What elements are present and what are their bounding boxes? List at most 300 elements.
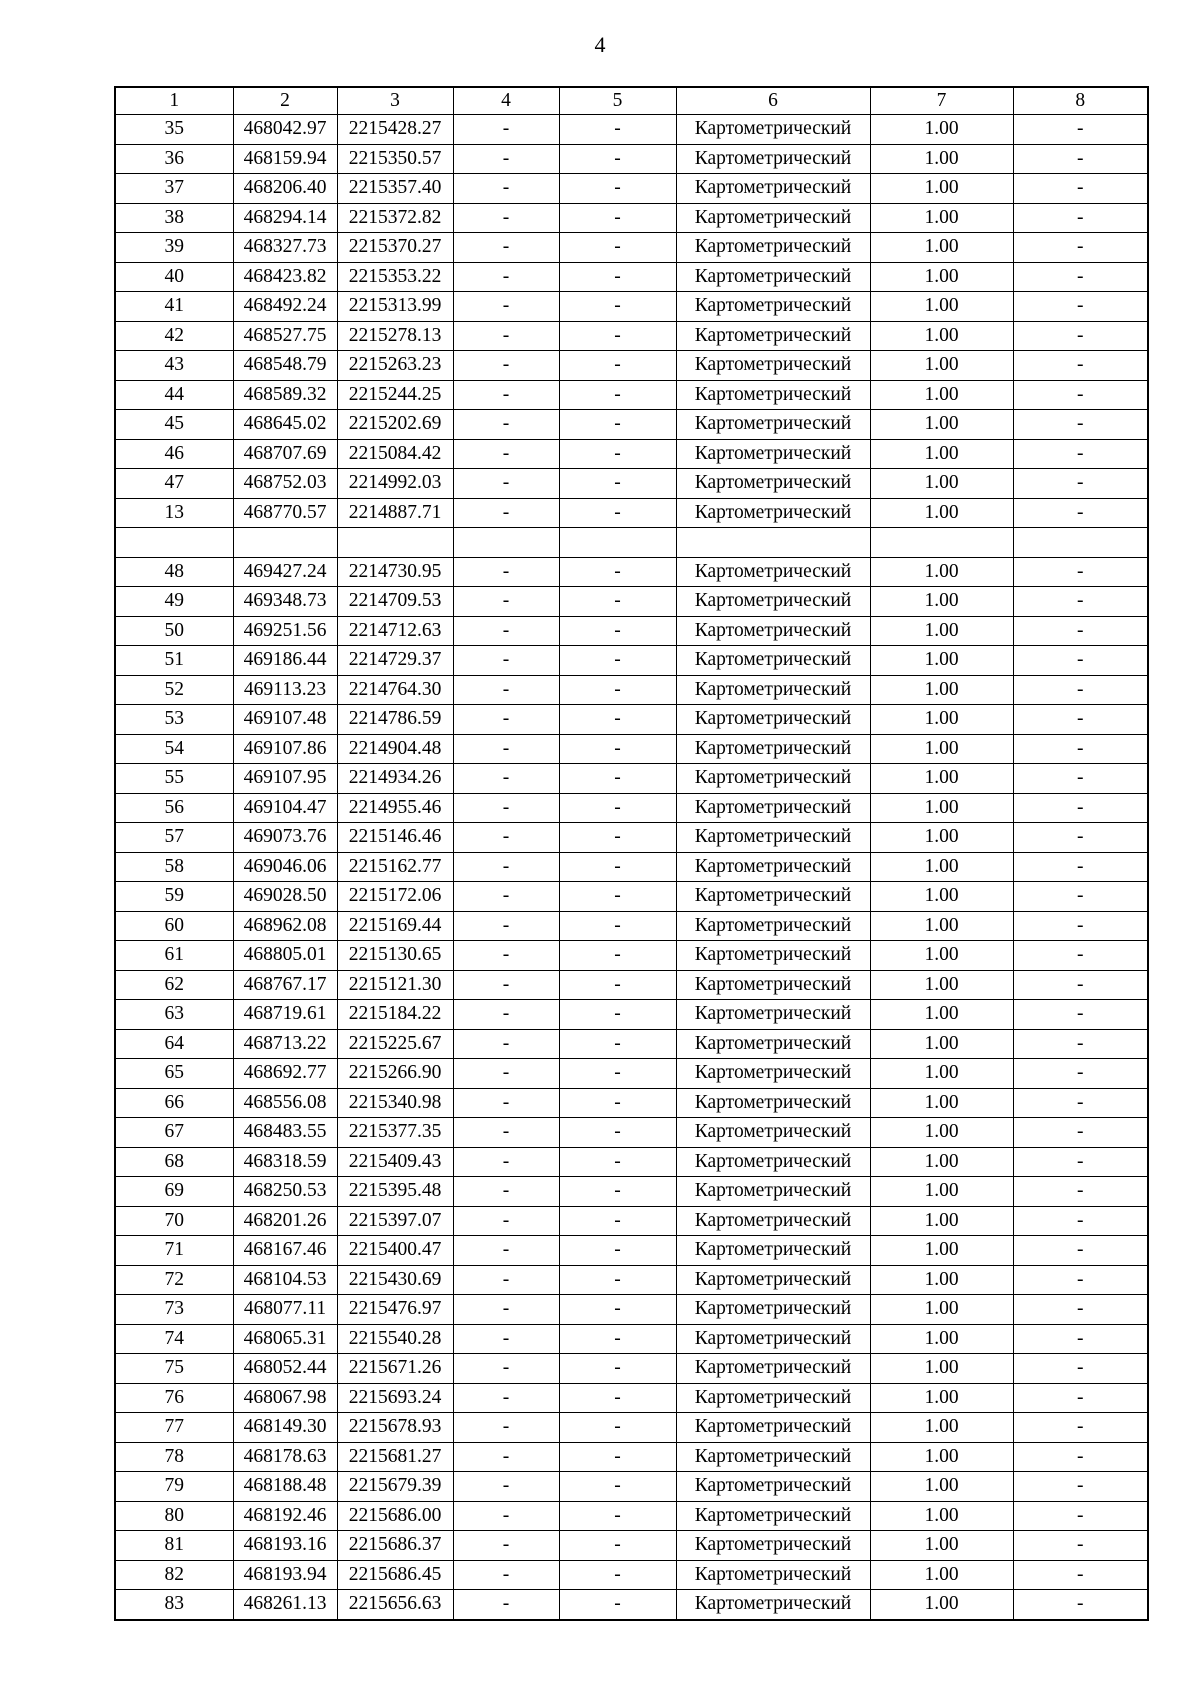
accuracy-cell: 1.00 [870, 1590, 1013, 1620]
y-coordinate-cell: 2215202.69 [337, 410, 453, 440]
column-5-cell: - [559, 469, 676, 499]
column-4-cell: - [453, 1590, 559, 1620]
table-row [115, 941, 1148, 971]
table-row [115, 1265, 1148, 1295]
point-number-cell: 63 [115, 1000, 233, 1030]
table-row [115, 1531, 1148, 1561]
point-number-cell: 68 [115, 1147, 233, 1177]
column-8-cell: - [1013, 410, 1148, 440]
point-number-cell: 45 [115, 410, 233, 440]
x-coordinate-cell: 468188.48 [233, 1472, 337, 1502]
y-coordinate-cell: 2215409.43 [337, 1147, 453, 1177]
x-coordinate-cell: 469186.44 [233, 646, 337, 676]
y-coordinate-cell: 2215353.22 [337, 262, 453, 292]
column-5-cell: - [559, 1501, 676, 1531]
x-coordinate-cell: 468193.16 [233, 1531, 337, 1561]
table-row [115, 852, 1148, 882]
table-row [115, 1000, 1148, 1030]
column-5-cell: - [559, 203, 676, 233]
table-row [115, 646, 1148, 676]
x-coordinate-cell: 469104.47 [233, 793, 337, 823]
accuracy-cell: 1.00 [870, 115, 1013, 145]
accuracy-cell: 1.00 [870, 882, 1013, 912]
column-4-cell: - [453, 646, 559, 676]
column-5-cell: - [559, 1295, 676, 1325]
x-coordinate-cell: 469107.95 [233, 764, 337, 794]
accuracy-cell: 1.00 [870, 1354, 1013, 1384]
method-cell: Картометрический [676, 498, 870, 528]
point-number-cell: 75 [115, 1354, 233, 1384]
point-number-cell: 64 [115, 1029, 233, 1059]
accuracy-cell: 1.00 [870, 174, 1013, 204]
point-number-cell: 71 [115, 1236, 233, 1266]
x-coordinate-cell: 469348.73 [233, 587, 337, 617]
column-4-cell: - [453, 587, 559, 617]
column-5-cell: - [559, 1177, 676, 1207]
y-coordinate-cell: 2215340.98 [337, 1088, 453, 1118]
method-cell: Картометрический [676, 882, 870, 912]
column-5-cell: - [559, 144, 676, 174]
column-8-cell: - [1013, 1206, 1148, 1236]
method-cell: Картометрический [676, 675, 870, 705]
column-4-cell: - [453, 941, 559, 971]
method-cell: Картометрический [676, 587, 870, 617]
column-5-cell: - [559, 734, 676, 764]
y-coordinate-cell: 2215395.48 [337, 1177, 453, 1207]
x-coordinate-cell: 468077.11 [233, 1295, 337, 1325]
column-4-cell: - [453, 1177, 559, 1207]
column-8-cell: - [1013, 498, 1148, 528]
column-4-cell: - [453, 823, 559, 853]
column-8-cell: - [1013, 144, 1148, 174]
x-coordinate-cell: 468527.75 [233, 321, 337, 351]
column-header: 4 [453, 87, 559, 115]
y-coordinate-cell: 2215540.28 [337, 1324, 453, 1354]
table-row [115, 793, 1148, 823]
table-row [115, 174, 1148, 204]
point-number-cell: 72 [115, 1265, 233, 1295]
x-coordinate-cell: 468752.03 [233, 469, 337, 499]
column-5-cell: - [559, 321, 676, 351]
column-4-cell: - [453, 1324, 559, 1354]
method-cell: Картометрический [676, 1295, 870, 1325]
table-row [115, 587, 1148, 617]
point-number-cell: 69 [115, 1177, 233, 1207]
method-cell: Картометрический [676, 852, 870, 882]
method-cell: Картометрический [676, 292, 870, 322]
point-number-cell: 73 [115, 1295, 233, 1325]
accuracy-cell: 1.00 [870, 705, 1013, 735]
column-8-cell: - [1013, 970, 1148, 1000]
table-row [115, 321, 1148, 351]
point-number-cell: 57 [115, 823, 233, 853]
method-cell: Картометрический [676, 1088, 870, 1118]
table-row [115, 970, 1148, 1000]
method-cell: Картометрический [676, 410, 870, 440]
accuracy-cell: 1.00 [870, 1383, 1013, 1413]
x-coordinate-cell: 468770.57 [233, 498, 337, 528]
column-4-cell: - [453, 1265, 559, 1295]
accuracy-cell: 1.00 [870, 144, 1013, 174]
column-4-cell: - [453, 1442, 559, 1472]
accuracy-cell: 1.00 [870, 646, 1013, 676]
column-8-cell: - [1013, 1324, 1148, 1354]
header-row [115, 87, 1148, 115]
column-4-cell: - [453, 1413, 559, 1443]
column-5-cell: - [559, 1560, 676, 1590]
column-8-cell: - [1013, 1118, 1148, 1148]
table-row [115, 262, 1148, 292]
method-cell: Картометрический [676, 705, 870, 735]
accuracy-cell: 1.00 [870, 233, 1013, 263]
x-coordinate-cell: 469046.06 [233, 852, 337, 882]
accuracy-cell: 1.00 [870, 1442, 1013, 1472]
method-cell: Картометрический [676, 1383, 870, 1413]
table-row [115, 498, 1148, 528]
method-cell: Картометрический [676, 1029, 870, 1059]
method-cell: Картометрический [676, 233, 870, 263]
y-coordinate-cell: 2215656.63 [337, 1590, 453, 1620]
column-8-cell: - [1013, 351, 1148, 381]
table-row [115, 203, 1148, 233]
point-number-cell: 78 [115, 1442, 233, 1472]
method-cell: Картометрический [676, 380, 870, 410]
column-4-cell: - [453, 115, 559, 145]
method-cell: Картометрический [676, 1147, 870, 1177]
accuracy-cell: 1.00 [870, 1472, 1013, 1502]
column-header: 3 [337, 87, 453, 115]
x-coordinate-cell: 468052.44 [233, 1354, 337, 1384]
column-8-cell: - [1013, 1472, 1148, 1502]
column-4-cell: - [453, 675, 559, 705]
table-row [115, 675, 1148, 705]
point-number-cell: 70 [115, 1206, 233, 1236]
column-5-cell: - [559, 882, 676, 912]
column-4-cell: - [453, 1295, 559, 1325]
column-4-cell: - [453, 1236, 559, 1266]
point-number-cell: 44 [115, 380, 233, 410]
column-5-cell: - [559, 823, 676, 853]
method-cell: Картометрический [676, 469, 870, 499]
table-row [115, 469, 1148, 499]
column-4-cell: - [453, 1531, 559, 1561]
column-8-cell [1013, 528, 1148, 558]
x-coordinate-cell: 468805.01 [233, 941, 337, 971]
accuracy-cell: 1.00 [870, 1501, 1013, 1531]
x-coordinate-cell: 468067.98 [233, 1383, 337, 1413]
column-8-cell: - [1013, 439, 1148, 469]
point-number-cell: 47 [115, 469, 233, 499]
accuracy-cell: 1.00 [870, 203, 1013, 233]
accuracy-cell: 1.00 [870, 1059, 1013, 1089]
column-4-cell: - [453, 1118, 559, 1148]
x-coordinate-cell: 468318.59 [233, 1147, 337, 1177]
column-8-cell: - [1013, 1354, 1148, 1384]
point-number-cell: 48 [115, 557, 233, 587]
accuracy-cell: 1.00 [870, 1147, 1013, 1177]
column-8-cell: - [1013, 557, 1148, 587]
x-coordinate-cell: 468423.82 [233, 262, 337, 292]
x-coordinate-cell: 468178.63 [233, 1442, 337, 1472]
x-coordinate-cell: 468327.73 [233, 233, 337, 263]
method-cell: Картометрический [676, 970, 870, 1000]
table-row [115, 115, 1148, 145]
method-cell: Картометрический [676, 764, 870, 794]
y-coordinate-cell: 2215172.06 [337, 882, 453, 912]
point-number-cell [115, 528, 233, 558]
x-coordinate-cell: 468556.08 [233, 1088, 337, 1118]
y-coordinate-cell: 2215266.90 [337, 1059, 453, 1089]
column-4-cell: - [453, 734, 559, 764]
column-4-cell: - [453, 439, 559, 469]
column-4-cell: - [453, 498, 559, 528]
column-4-cell: - [453, 793, 559, 823]
point-number-cell: 41 [115, 292, 233, 322]
point-number-cell: 56 [115, 793, 233, 823]
column-8-cell: - [1013, 1590, 1148, 1620]
x-coordinate-cell: 468042.97 [233, 115, 337, 145]
table-row [115, 1295, 1148, 1325]
point-number-cell: 60 [115, 911, 233, 941]
accuracy-cell: 1.00 [870, 1206, 1013, 1236]
column-4-cell: - [453, 1383, 559, 1413]
x-coordinate-cell: 468104.53 [233, 1265, 337, 1295]
column-header: 5 [559, 87, 676, 115]
accuracy-cell: 1.00 [870, 1177, 1013, 1207]
column-4-cell: - [453, 380, 559, 410]
y-coordinate-cell: 2215357.40 [337, 174, 453, 204]
accuracy-cell: 1.00 [870, 734, 1013, 764]
y-coordinate-cell: 2215350.57 [337, 144, 453, 174]
column-header: 1 [115, 87, 233, 115]
accuracy-cell: 1.00 [870, 1236, 1013, 1266]
column-8-cell: - [1013, 823, 1148, 853]
accuracy-cell: 1.00 [870, 439, 1013, 469]
table-body [115, 115, 1148, 1620]
coordinates-table [114, 86, 1149, 1621]
column-8-cell: - [1013, 941, 1148, 971]
column-8-cell: - [1013, 469, 1148, 499]
x-coordinate-cell: 468294.14 [233, 203, 337, 233]
column-8-cell: - [1013, 1059, 1148, 1089]
x-coordinate-cell [233, 528, 337, 558]
column-5-cell: - [559, 587, 676, 617]
column-4-cell: - [453, 557, 559, 587]
point-number-cell: 43 [115, 351, 233, 381]
accuracy-cell: 1.00 [870, 764, 1013, 794]
column-5-cell: - [559, 911, 676, 941]
point-number-cell: 82 [115, 1560, 233, 1590]
column-4-cell: - [453, 469, 559, 499]
table-row [115, 616, 1148, 646]
table-row [115, 528, 1148, 558]
table-row [115, 1560, 1148, 1590]
y-coordinate-cell: 2215671.26 [337, 1354, 453, 1384]
point-number-cell: 51 [115, 646, 233, 676]
column-8-cell: - [1013, 380, 1148, 410]
method-cell: Картометрический [676, 1442, 870, 1472]
x-coordinate-cell: 468719.61 [233, 1000, 337, 1030]
point-number-cell: 52 [115, 675, 233, 705]
y-coordinate-cell: 2215430.69 [337, 1265, 453, 1295]
y-coordinate-cell: 2214887.71 [337, 498, 453, 528]
point-number-cell: 58 [115, 852, 233, 882]
point-number-cell: 53 [115, 705, 233, 735]
column-8-cell: - [1013, 262, 1148, 292]
point-number-cell: 36 [115, 144, 233, 174]
y-coordinate-cell: 2215679.39 [337, 1472, 453, 1502]
column-5-cell: - [559, 439, 676, 469]
y-coordinate-cell: 2215428.27 [337, 115, 453, 145]
column-5-cell: - [559, 1147, 676, 1177]
column-5-cell: - [559, 1324, 676, 1354]
y-coordinate-cell: 2215225.67 [337, 1029, 453, 1059]
x-coordinate-cell: 468192.46 [233, 1501, 337, 1531]
point-number-cell: 54 [115, 734, 233, 764]
table-row [115, 233, 1148, 263]
column-5-cell: - [559, 1000, 676, 1030]
y-coordinate-cell: 2215372.82 [337, 203, 453, 233]
point-number-cell: 79 [115, 1472, 233, 1502]
table-row [115, 1472, 1148, 1502]
accuracy-cell: 1.00 [870, 1029, 1013, 1059]
y-coordinate-cell: 2215244.25 [337, 380, 453, 410]
method-cell: Картометрический [676, 174, 870, 204]
accuracy-cell: 1.00 [870, 1118, 1013, 1148]
method-cell: Картометрический [676, 1265, 870, 1295]
accuracy-cell: 1.00 [870, 321, 1013, 351]
accuracy-cell: 1.00 [870, 1531, 1013, 1561]
y-coordinate-cell: 2215263.23 [337, 351, 453, 381]
accuracy-cell: 1.00 [870, 469, 1013, 499]
accuracy-cell [870, 528, 1013, 558]
column-8-cell: - [1013, 1177, 1148, 1207]
method-cell: Картометрический [676, 115, 870, 145]
column-5-cell: - [559, 1206, 676, 1236]
column-4-cell: - [453, 1354, 559, 1384]
method-cell: Картометрический [676, 557, 870, 587]
table-row [115, 1206, 1148, 1236]
accuracy-cell: 1.00 [870, 1088, 1013, 1118]
x-coordinate-cell: 468261.13 [233, 1590, 337, 1620]
column-4-cell: - [453, 970, 559, 1000]
y-coordinate-cell: 2214934.26 [337, 764, 453, 794]
column-8-cell: - [1013, 1531, 1148, 1561]
table-row [115, 1177, 1148, 1207]
point-number-cell: 55 [115, 764, 233, 794]
method-cell: Картометрический [676, 1531, 870, 1561]
column-8-cell: - [1013, 734, 1148, 764]
x-coordinate-cell: 469073.76 [233, 823, 337, 853]
column-8-cell: - [1013, 646, 1148, 676]
point-number-cell: 81 [115, 1531, 233, 1561]
x-coordinate-cell: 468492.24 [233, 292, 337, 322]
point-number-cell: 46 [115, 439, 233, 469]
point-number-cell: 38 [115, 203, 233, 233]
y-coordinate-cell: 2214729.37 [337, 646, 453, 676]
table-row [115, 1590, 1148, 1620]
y-coordinate-cell: 2214904.48 [337, 734, 453, 764]
table-row [115, 557, 1148, 587]
column-4-cell: - [453, 764, 559, 794]
column-5-cell: - [559, 1413, 676, 1443]
column-4-cell: - [453, 233, 559, 263]
point-number-cell: 37 [115, 174, 233, 204]
column-4-cell [453, 528, 559, 558]
method-cell [676, 528, 870, 558]
accuracy-cell: 1.00 [870, 292, 1013, 322]
accuracy-cell: 1.00 [870, 852, 1013, 882]
accuracy-cell: 1.00 [870, 557, 1013, 587]
y-coordinate-cell: 2215162.77 [337, 852, 453, 882]
column-8-cell: - [1013, 1265, 1148, 1295]
table-row [115, 1413, 1148, 1443]
method-cell: Картометрический [676, 321, 870, 351]
accuracy-cell: 1.00 [870, 587, 1013, 617]
column-8-cell: - [1013, 1000, 1148, 1030]
column-5-cell: - [559, 1059, 676, 1089]
method-cell: Картометрический [676, 1413, 870, 1443]
method-cell: Картометрический [676, 1059, 870, 1089]
x-coordinate-cell: 469427.24 [233, 557, 337, 587]
column-8-cell: - [1013, 1295, 1148, 1325]
x-coordinate-cell: 469107.48 [233, 705, 337, 735]
column-5-cell: - [559, 262, 676, 292]
column-8-cell: - [1013, 203, 1148, 233]
column-8-cell: - [1013, 233, 1148, 263]
method-cell: Картометрический [676, 646, 870, 676]
column-5-cell: - [559, 1236, 676, 1266]
column-5-cell: - [559, 380, 676, 410]
column-5-cell: - [559, 410, 676, 440]
table-row [115, 1354, 1148, 1384]
y-coordinate-cell [337, 528, 453, 558]
column-5-cell: - [559, 793, 676, 823]
column-4-cell: - [453, 174, 559, 204]
point-number-cell: 13 [115, 498, 233, 528]
point-number-cell: 65 [115, 1059, 233, 1089]
y-coordinate-cell: 2215169.44 [337, 911, 453, 941]
column-5-cell: - [559, 498, 676, 528]
column-5-cell: - [559, 852, 676, 882]
column-8-cell: - [1013, 911, 1148, 941]
method-cell: Картометрический [676, 1000, 870, 1030]
column-5-cell: - [559, 1442, 676, 1472]
column-5-cell: - [559, 1354, 676, 1384]
point-number-cell: 74 [115, 1324, 233, 1354]
accuracy-cell: 1.00 [870, 941, 1013, 971]
y-coordinate-cell: 2214730.95 [337, 557, 453, 587]
column-5-cell: - [559, 646, 676, 676]
accuracy-cell: 1.00 [870, 410, 1013, 440]
table-row [115, 351, 1148, 381]
table-row [115, 1324, 1148, 1354]
method-cell: Картометрический [676, 203, 870, 233]
y-coordinate-cell: 2215693.24 [337, 1383, 453, 1413]
column-5-cell: - [559, 557, 676, 587]
table-row [115, 292, 1148, 322]
point-number-cell: 49 [115, 587, 233, 617]
table-row [115, 380, 1148, 410]
column-header: 6 [676, 87, 870, 115]
x-coordinate-cell: 468065.31 [233, 1324, 337, 1354]
column-8-cell: - [1013, 1088, 1148, 1118]
table-row [115, 734, 1148, 764]
column-8-cell: - [1013, 1236, 1148, 1266]
method-cell: Картометрический [676, 1206, 870, 1236]
x-coordinate-cell: 468589.32 [233, 380, 337, 410]
accuracy-cell: 1.00 [870, 823, 1013, 853]
